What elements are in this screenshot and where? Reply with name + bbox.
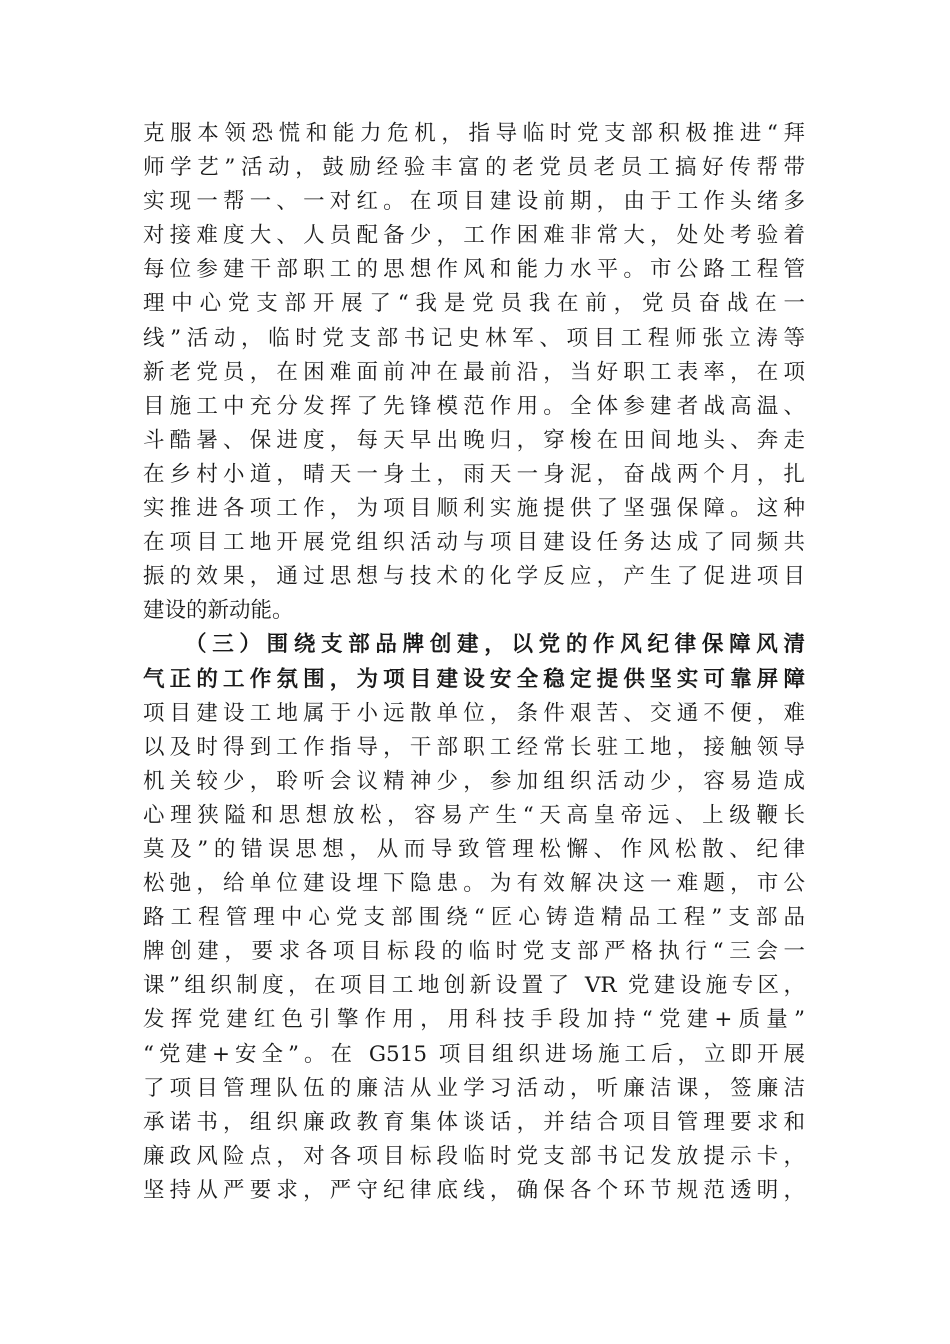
body-text-line: 松弛，给单位建设埋下隐患。为有效解决这一难题，市公 [143,871,805,897]
body-text-line: 心理狭隘和思想放松，容易产生“天高皇帝远、上级鞭长 [143,802,805,828]
body-text-line: 以及时得到工作指导，干部职工经常长驻工地，接触领导 [143,734,805,760]
body-text-line: 了项目管理队伍的廉洁从业学习活动，听廉洁课，签廉洁 [143,1075,805,1101]
body-text-line: 对接难度大、人员配备少，工作困难非常大，处处考验着 [143,223,805,249]
body-text-line: 理中心党支部开展了“我是党员我在前，党员奋战在一 [143,291,805,317]
body-text-line: 实推进各项工作，为项目顺利实施提供了坚强保障。这种 [143,496,805,522]
body-text-line: “党建+安全”。在 G515 项目组织进场施工后，立即开展 [143,1041,805,1067]
body-text-line: 课”组织制度，在项目工地创新设置了 VR 党建设施专区， [143,973,805,999]
body-text-line: 承诺书，组织廉政教育集体谈话，并结合项目管理要求和 [143,1109,805,1135]
body-text-line: 发挥党建红色引擎作用，用科技手段加持“党建+质量” [143,1007,805,1033]
body-text-line: 新老党员，在困难面前冲在最前沿，当好职工表率，在项 [143,359,805,385]
body-text-line: 坚持从严要求，严守纪律底线，确保各个环节规范透明， [143,1177,805,1203]
body-text-line: 机关较少，聆听会议精神少，参加组织活动少，容易造成 [143,768,805,794]
body-text-line: 目施工中充分发挥了先锋模范作用。全体参建者战高温、 [143,393,805,419]
body-text-line: 每位参建干部职工的思想作风和能力水平。市公路工程管 [143,257,805,283]
body-text-line: 廉政风险点，对各项目标段临时党支部书记发放提示卡， [143,1143,805,1169]
section-heading-line: （三）围绕支部品牌创建，以党的作风纪律保障风清 [185,632,805,658]
body-text-line: 振的效果，通过思想与技术的化学反应，产生了促进项目 [143,564,805,590]
body-text-line: 克服本领恐慌和能力危机，指导临时党支部积极推进“拜 [143,121,805,146]
body-text-line: 师学艺”活动，鼓励经验丰富的老党员老员工搞好传帮带 [143,155,805,181]
body-text-line: 斗酷暑、保进度，每天早出晚归，穿梭在田间地头、奔走 [143,427,805,453]
body-text-line: 线”活动，临时党支部书记史林军、项目工程师张立涛等 [143,325,805,351]
body-text-line: 在乡村小道，晴天一身土，雨天一身泥，奋战两个月，扎 [143,461,805,487]
document-body [143,117,805,1208]
body-text-line: 莫及”的错误思想，从而导致管理松懈、作风松散、纪律 [143,836,805,862]
body-text-line: 牌创建，要求各项目标段的临时党支部严格执行“三会一 [143,939,805,965]
body-text-line: 项目建设工地属于小远散单位，条件艰苦、交通不便，难 [143,700,805,726]
body-text-line: 实现一帮一、一对红。在项目建设前期，由于工作头绪多 [143,189,805,215]
body-text-line: 在项目工地开展党组织活动与项目建设任务达成了同频共 [143,530,805,556]
body-text-line: 路工程管理中心党支部围绕“匠心铸造精品工程”支部品 [143,905,805,931]
section-heading-line: 气正的工作氛围，为项目建设安全稳定提供坚实可靠屏障 [143,666,805,692]
body-text-line: 建设的新动能。 [143,598,294,624]
